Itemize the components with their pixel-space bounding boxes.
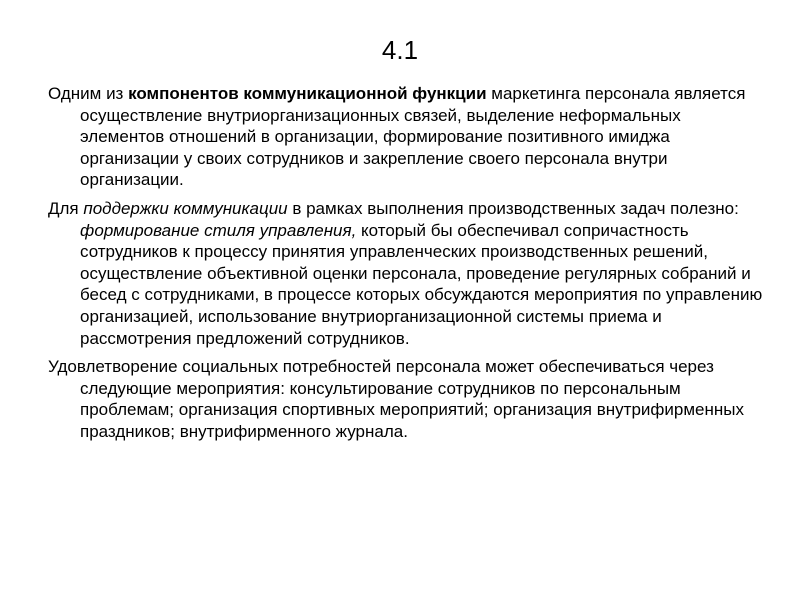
- slide-title: 4.1: [381, 35, 419, 65]
- paragraph-communication-function: [48, 83, 768, 191]
- text-run: в рамках выполнения производственных задач полезно:: [287, 198, 739, 218]
- text-run: Удовлетворение социальных потребностей персонала может обеспечиваться через следующие мероприятия: консультирование сотрудников по персональным проблемам; организация спортивных мероприятий; организация внутрифирменных праздников; внутрифирменного журнала.: [48, 357, 744, 441]
- text-run: Для: [48, 198, 84, 218]
- text-run: маркетинга персонала является осуществление внутриорганизационных связей, выделение неформальных элементов отношений в организации, формирование позитивного имиджа организации у своих сотрудников и закрепление своего персонала внутри организации.: [80, 84, 746, 190]
- italic-term-communication-support: поддержки коммуникации: [83, 198, 288, 218]
- bold-term-communication-function: компонентов коммуникационной функции: [128, 84, 487, 103]
- italic-term-management-style: формирование стиля управления,: [80, 220, 357, 240]
- paragraph-communication-support: [48, 198, 768, 349]
- text-run: Одним из: [48, 84, 129, 103]
- slide-body: [48, 83, 768, 450]
- paragraph-social-needs: [48, 356, 768, 442]
- text-run: который бы обеспечивал сопричастность сотрудников к процессу принятия управленческих производственных решений, осуществление объективной оценки персонала, проведение регулярных собраний и бесед с сотрудниками, в процессе которых обсуждаются мероприятия по управлению организацией, использование внутриорганизационной системы приема и рассмотрения предложений сотрудников.: [80, 220, 763, 348]
